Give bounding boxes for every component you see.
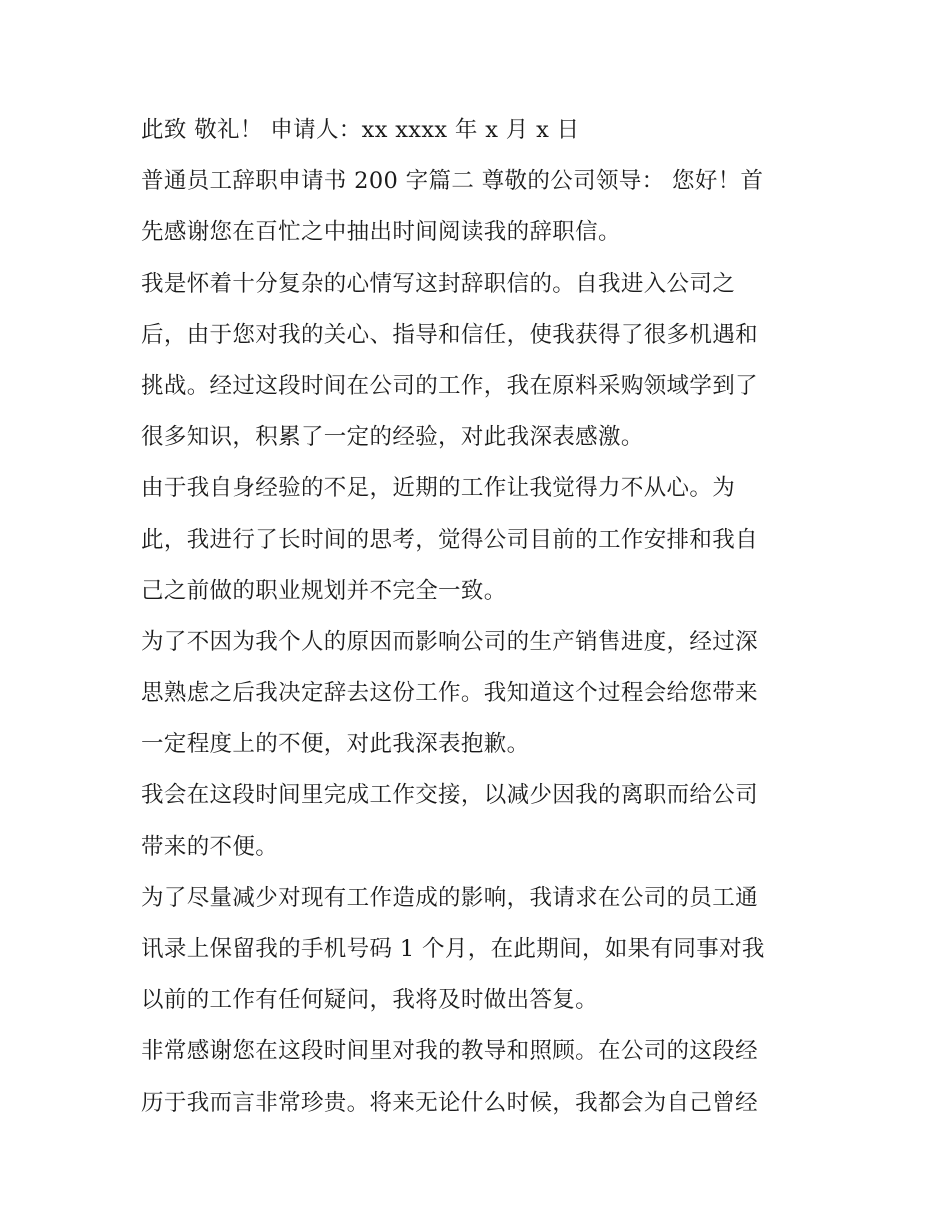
text-line: 己之前做的职业规划并不完全一致。 xyxy=(141,577,507,604)
text-line: 历于我而言非常珍贵。将来无论什么时候，我都会为自己曾经 xyxy=(141,1089,758,1116)
text-line: 以前的工作有任何疑问，我将及时做出答复。 xyxy=(141,987,599,1014)
text-line: 很多知识，积累了一定的经验，对此我深表感激。 xyxy=(141,424,644,451)
signoff-line: 此致 敬礼！ 申请人：xx xxxx 年 x 月 x 日 xyxy=(141,117,580,143)
heading-line: 普通员工辞职申请书 200 字篇二 尊敬的公司领导： 您好！首 xyxy=(141,168,764,195)
text-line: 为了尽量减少对现有工作造成的影响，我请求在公司的员工通 xyxy=(141,884,758,911)
text-line: 思熟虑之后我决定辞去这份工作。我知道这个过程会给您带来 xyxy=(141,680,758,707)
text-line: 讯录上保留我的手机号码 1 个月，在此期间，如果有同事对我 xyxy=(141,936,765,962)
text-line: 此，我进行了长时间的思考，觉得公司目前的工作安排和我自 xyxy=(141,526,758,553)
text-line: 为了不因为我个人的原因而影响公司的生产销售进度，经过深 xyxy=(141,628,758,655)
document-body xyxy=(141,110,821,1134)
text-line: 我是怀着十分复杂的心情写这封辞职信的。自我进入公司之 xyxy=(141,270,736,297)
text-line: 我会在这段时间里完成工作交接，以减少因我的离职而给公司 xyxy=(141,782,758,809)
text-line: 由于我自身经验的不足，近期的工作让我觉得力不从心。为 xyxy=(141,475,736,502)
text-line: 后，由于您对我的关心、指导和信任，使我获得了很多机遇和 xyxy=(141,321,758,348)
text-line: 非常感谢您在这段时间里对我的教导和照顾。在公司的这段经 xyxy=(141,1038,758,1065)
text-line: 挑战。经过这段时间在公司的工作，我在原料采购领域学到了 xyxy=(141,372,758,399)
text-line: 带来的不便。 xyxy=(141,833,279,860)
text-line: 一定程度上的不便，对此我深表抱歉。 xyxy=(141,731,530,758)
text-line: 先感谢您在百忙之中抽出时间阅读我的辞职信。 xyxy=(141,219,621,246)
